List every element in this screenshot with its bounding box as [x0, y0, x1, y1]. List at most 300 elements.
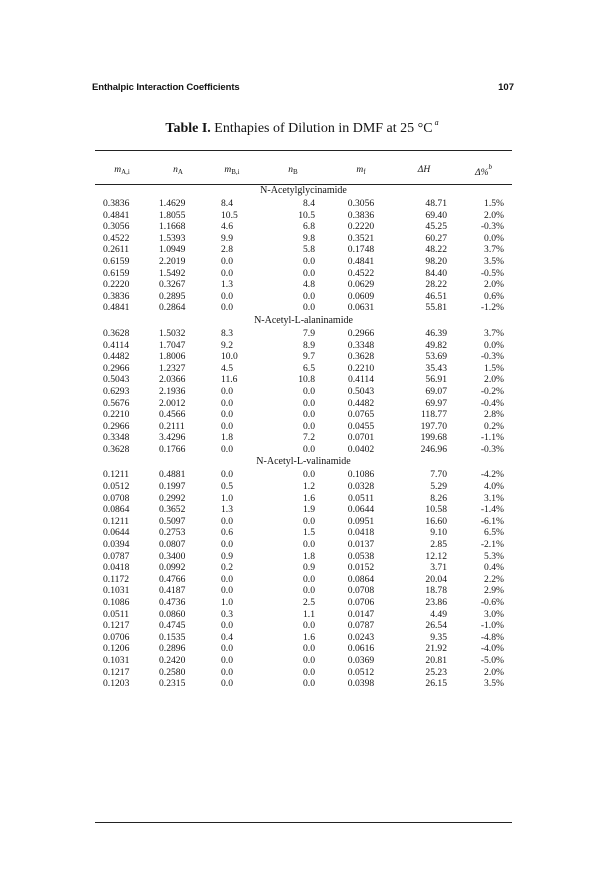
- table-cell: 2.0%: [484, 279, 504, 291]
- column-header-subscript: B: [293, 167, 298, 176]
- table-cell: 0.0631: [347, 302, 375, 314]
- column-header-symbol: n: [288, 164, 294, 175]
- table-cell: 1.8: [303, 550, 315, 562]
- table-cell: 0.2210: [103, 409, 130, 421]
- table-cell: 26.54: [425, 620, 447, 632]
- table-cell: 0.3836: [347, 209, 375, 221]
- table-cell: 0.4114: [347, 374, 375, 386]
- table-cell: 1.8055: [159, 209, 186, 221]
- table-cell: 0.0951: [347, 515, 375, 527]
- table-cell: 0.3056: [347, 198, 375, 209]
- table-cell: 1.5393: [159, 232, 186, 244]
- table-cell: 3.7%: [484, 327, 504, 339]
- table-row: [95, 678, 512, 690]
- table-cell: 0.5097: [159, 515, 186, 527]
- table-cell: 0.0243: [347, 631, 375, 643]
- table-row: [95, 655, 512, 667]
- table-cell: 0.0152: [347, 562, 375, 574]
- table-cell: -4.8%: [480, 631, 504, 643]
- table-cell: 0.4745: [159, 620, 186, 632]
- table-cell: 0.0: [303, 539, 315, 551]
- table-cell: 0.0137: [347, 539, 375, 551]
- page-number: 107: [498, 82, 514, 93]
- table-cell: 0.0644: [347, 504, 375, 516]
- table-cell: 199.68: [420, 432, 447, 444]
- table-caption-footnote-marker: a: [434, 118, 439, 127]
- table-cell: 1.8006: [159, 351, 186, 363]
- table-cell: 0.0: [303, 385, 315, 397]
- column-header-symbol: m: [114, 164, 122, 175]
- table-row: [95, 268, 512, 280]
- table-row: [95, 409, 512, 421]
- section-heading: N-Acetyl-L-valinamide: [256, 456, 351, 468]
- table-cell: 16.60: [425, 515, 447, 527]
- table-cell: 0.2420: [159, 654, 186, 666]
- table-row: [95, 198, 512, 210]
- table-cell: 0.1203: [103, 678, 130, 690]
- table-cell: 0.1172: [103, 573, 130, 585]
- table-cell: 60.27: [425, 232, 447, 244]
- column-header-subscript: A,i: [121, 167, 130, 176]
- table-cell: 0.3400: [159, 550, 186, 562]
- table-cell: 0.0: [303, 397, 315, 409]
- table-cell: 0.0706: [347, 597, 375, 608]
- table-cell: 2.8: [221, 244, 233, 256]
- table-cell: 0.4566: [159, 409, 186, 421]
- table-cell: 69.97: [425, 397, 447, 409]
- table-cell: 0.0701: [347, 432, 375, 444]
- table-cell: -1.2%: [480, 302, 504, 314]
- column-header-subscript: B,i: [231, 167, 240, 176]
- table-cell: 0.1535: [159, 631, 186, 643]
- table-cell: 0.0: [221, 385, 233, 397]
- table-cell: 2.0%: [484, 374, 504, 386]
- table-cell: 0.0%: [484, 339, 504, 351]
- table-cell: 69.07: [425, 385, 447, 397]
- table-cell: 0.1031: [103, 654, 130, 666]
- table-row: [95, 398, 512, 410]
- table-cell: -0.3%: [480, 221, 504, 233]
- table-cell: 0.1748: [347, 244, 375, 256]
- table-cell: 0.5043: [103, 374, 130, 386]
- table-row: [95, 643, 512, 655]
- table-cell: 0.0: [303, 654, 315, 666]
- table-row: [95, 386, 512, 398]
- table-cell: 0.1211: [103, 515, 130, 527]
- table-row: [95, 597, 512, 609]
- table-cell: 0.0: [221, 654, 233, 666]
- table-cell: 0.4482: [103, 351, 130, 363]
- table-cell: 0.0: [303, 443, 315, 455]
- table-cell: 0.3836: [103, 198, 130, 209]
- table-cell: 6.8: [303, 221, 315, 233]
- table-row: [95, 210, 512, 222]
- table-cell: 0.1211: [103, 469, 130, 481]
- table-cell: 0.0860: [159, 608, 186, 620]
- table-cell: 0.0: [221, 397, 233, 409]
- table-cell: -0.2%: [480, 385, 504, 397]
- table-row: [95, 620, 512, 632]
- table-cell: 56.91: [425, 374, 447, 386]
- table-cell: 0.0609: [347, 290, 375, 302]
- table-cell: 10.58: [425, 504, 447, 516]
- table-cell: 0.0328: [347, 481, 375, 493]
- table-row: [95, 667, 512, 679]
- table-cell: 69.40: [425, 209, 447, 221]
- table-cell: 0.9: [221, 550, 233, 562]
- table-cell: 9.2: [221, 339, 233, 351]
- dilution-enthalpy-table: [95, 156, 512, 690]
- table-cell: 1.0: [221, 597, 233, 608]
- table-cell: 1.1: [303, 608, 315, 620]
- table-cell: 0.0394: [103, 539, 130, 551]
- table-row: [95, 328, 512, 340]
- column-header: [257, 156, 329, 184]
- table-cell: 0.0: [303, 515, 315, 527]
- running-head: [92, 82, 514, 96]
- table-cell: 21.92: [425, 643, 447, 655]
- table-cell: 0.6159: [103, 267, 130, 279]
- table-cell: 0.4%: [484, 562, 504, 574]
- table-cell: 2.2%: [484, 573, 504, 585]
- table-cell: 0.2611: [103, 244, 130, 256]
- table-cell: 84.40: [425, 267, 447, 279]
- table-cell: 0.2: [221, 562, 233, 574]
- table-row: [95, 351, 512, 363]
- table-row: [95, 233, 512, 245]
- table-cell: 3.1%: [484, 492, 504, 504]
- table-cell: 0.0: [221, 515, 233, 527]
- table-cell: 9.9: [221, 232, 233, 244]
- table-cell: 0.0538: [347, 550, 375, 562]
- table-cell: 0.4187: [159, 585, 186, 597]
- table-cell: 0.3056: [103, 221, 130, 233]
- table-cell: 0.0: [303, 678, 315, 690]
- table-cell: 0.4881: [159, 469, 186, 481]
- table-cell: -1.1%: [480, 432, 504, 444]
- table-cell: 0.4: [221, 631, 233, 643]
- table-cell: 0.0992: [159, 562, 186, 574]
- table-cell: 35.43: [425, 362, 447, 374]
- table-cell: 2.2019: [159, 255, 186, 267]
- table-row: [95, 291, 512, 303]
- table-cell: 0.4522: [103, 232, 130, 244]
- table-cell: 26.15: [425, 678, 447, 690]
- table-cell: 1.3: [221, 279, 233, 291]
- table-cell: 0.0: [303, 643, 315, 655]
- table-cell: 98.20: [425, 255, 447, 267]
- table-cell: 46.39: [425, 327, 447, 339]
- table-cell: 10.8: [298, 374, 315, 386]
- section-heading-row: [95, 184, 512, 198]
- table-cell: 2.9%: [484, 585, 504, 597]
- table-cell: -4.2%: [480, 469, 504, 481]
- table-cell: 0.1206: [103, 643, 130, 655]
- table-cell: 25.23: [425, 666, 447, 678]
- table-cell: 0.0: [221, 267, 233, 279]
- table-cell: 55.81: [425, 302, 447, 314]
- table-cell: 5.3%: [484, 550, 504, 562]
- table-cell: 8.3: [221, 327, 233, 339]
- table-cell: 2.0012: [159, 397, 186, 409]
- table-cell: 0.0: [221, 678, 233, 690]
- table-cell: 0.0644: [103, 527, 130, 539]
- table-cell: 18.78: [425, 585, 447, 597]
- column-header: [207, 156, 257, 184]
- column-header-footnote-marker: b: [488, 162, 492, 171]
- table-cell: 23.86: [425, 597, 447, 608]
- table-cell: 0.0: [303, 666, 315, 678]
- table-cell: 0.3652: [159, 504, 186, 516]
- table-cell: 0.6: [221, 527, 233, 539]
- table-row: [95, 363, 512, 375]
- table-cell: 0.0: [303, 620, 315, 632]
- table-row: [95, 609, 512, 621]
- table-cell: 0.0: [221, 666, 233, 678]
- table-caption-label: Table I.: [165, 121, 211, 136]
- table-row: [95, 221, 512, 233]
- table-cell: 0.0418: [103, 562, 130, 574]
- table-caption-text: Enthapies of Dilution in DMF at 25 °C: [214, 121, 433, 136]
- table-cell: 0.2992: [159, 492, 186, 504]
- table-row: [95, 374, 512, 386]
- table-cell: 0.5043: [347, 385, 375, 397]
- table-cell: 0.2753: [159, 527, 186, 539]
- column-header-subscript: A: [177, 167, 183, 176]
- table-cell: 0.0: [221, 443, 233, 455]
- table-row: [95, 340, 512, 352]
- table-cell: -0.5%: [480, 267, 504, 279]
- column-header-subscript: f: [363, 167, 366, 176]
- table-cell: 20.04: [425, 573, 447, 585]
- table-cell: 0.2966: [103, 362, 130, 374]
- table-row: [95, 574, 512, 586]
- table-cell: 8.26: [430, 492, 447, 504]
- column-header: [329, 156, 393, 184]
- table-cell: 0.0: [303, 409, 315, 421]
- table-cell: 2.0366: [159, 374, 186, 386]
- table-cell: 0.4114: [103, 339, 130, 351]
- table-cell: 0.5676: [103, 397, 130, 409]
- table-cell: -1.4%: [480, 504, 504, 516]
- table-cell: 0.0765: [347, 409, 375, 421]
- table-cell: 0.0787: [103, 550, 130, 562]
- table-cell: 0.3628: [103, 327, 130, 339]
- table-cell: 0.0807: [159, 539, 186, 551]
- table-cell: 48.22: [425, 244, 447, 256]
- table-cell: 0.0616: [347, 643, 375, 655]
- column-header: [455, 156, 512, 184]
- table-cell: 5.29: [430, 481, 447, 493]
- table-cell: -0.6%: [480, 597, 504, 608]
- table-cell: 0.0: [221, 573, 233, 585]
- column-header-symbol: m: [224, 164, 232, 175]
- table-cell: 0.4766: [159, 573, 186, 585]
- table-cell: 8.4: [221, 198, 233, 209]
- table-cell: 0.0511: [103, 608, 130, 620]
- table-cell: 7.70: [430, 469, 447, 481]
- table-row: [95, 256, 512, 268]
- table-cell: 0.0511: [347, 492, 375, 504]
- table-cell: 1.5%: [484, 362, 504, 374]
- table-cell: 0.6%: [484, 290, 504, 302]
- table-cell: 0.2315: [159, 678, 186, 690]
- table-cell: 0.2210: [347, 362, 375, 374]
- table-cell: 0.1217: [103, 666, 130, 678]
- table-cell: 0.0369: [347, 654, 375, 666]
- table-cell: 0.4841: [347, 255, 375, 267]
- table-cell: 0.3348: [347, 339, 375, 351]
- table-cell: 7.2: [303, 432, 315, 444]
- running-head-title: Enthalpic Interaction Coefficients: [92, 82, 240, 93]
- table-cell: 0.9: [303, 562, 315, 574]
- table-cell: 0.3628: [103, 443, 130, 455]
- table-cell: 2.85: [430, 539, 447, 551]
- table-cell: 10.0: [221, 351, 238, 363]
- table-body: [95, 184, 512, 690]
- table-cell: 8.9: [303, 339, 315, 351]
- table-cell: 5.8: [303, 244, 315, 256]
- table-cell: 0.0402: [347, 443, 375, 455]
- section-heading-row: [95, 314, 512, 328]
- table-cell: 4.0%: [484, 481, 504, 493]
- table-row: [95, 504, 512, 516]
- table-cell: 0.2966: [347, 327, 375, 339]
- table-cell: 10.5: [298, 209, 315, 221]
- table-cell: -6.1%: [480, 515, 504, 527]
- table-cell: 0.4522: [347, 267, 375, 279]
- table-cell: 0.1766: [159, 443, 186, 455]
- table-row: [95, 551, 512, 563]
- table-cell: 0.0708: [347, 585, 375, 597]
- table-cell: 0.0: [303, 585, 315, 597]
- table-cell: 1.8: [221, 432, 233, 444]
- table-cell: -0.3%: [480, 351, 504, 363]
- table-row: [95, 562, 512, 574]
- table-cell: 1.1668: [159, 221, 186, 233]
- table-cell: 0.0: [221, 643, 233, 655]
- table-cell: 0.1031: [103, 585, 130, 597]
- table-header-row: [95, 156, 512, 184]
- table-cell: 118.77: [420, 409, 447, 421]
- table-cell: 0.3628: [347, 351, 375, 363]
- table-cell: -0.3%: [480, 443, 504, 455]
- table-cell: 0.4841: [103, 209, 130, 221]
- table-bottom-rule: [95, 822, 512, 823]
- table-cell: 0.2%: [484, 420, 504, 432]
- table-cell: 1.3: [221, 504, 233, 516]
- table-cell: 0.0: [221, 302, 233, 314]
- section-heading-row: [95, 455, 512, 469]
- section-heading: N-Acetylglycinamide: [260, 185, 347, 196]
- table-cell: 0.2864: [159, 302, 186, 314]
- table-cell: 53.69: [425, 351, 447, 363]
- table-row: [95, 302, 512, 314]
- table-cell: 0.2580: [159, 666, 186, 678]
- column-header: [393, 156, 455, 184]
- table-cell: 4.49: [430, 608, 447, 620]
- table-cell: 197.70: [420, 420, 447, 432]
- table-cell: 0.2966: [103, 420, 130, 432]
- table-cell: 20.81: [425, 654, 447, 666]
- table-cell: 11.6: [221, 374, 238, 386]
- table-cell: 0.0: [303, 420, 315, 432]
- table-cell: 0.2895: [159, 290, 186, 302]
- table-cell: 0.2111: [159, 420, 185, 432]
- table-cell: 10.5: [221, 209, 238, 221]
- table-cell: 6.5: [303, 362, 315, 374]
- table-cell: 0.0418: [347, 527, 375, 539]
- table-cell: 0.0864: [347, 573, 375, 585]
- table-cell: 1.5492: [159, 267, 186, 279]
- table-row: [95, 444, 512, 456]
- table-cell: 0.6293: [103, 385, 130, 397]
- table-cell: 0.0629: [347, 279, 375, 291]
- table-row: [95, 539, 512, 551]
- table-row: [95, 527, 512, 539]
- table-cell: 0.0398: [347, 678, 375, 690]
- table-cell: 3.7%: [484, 244, 504, 256]
- table-cell: 1.9: [303, 504, 315, 516]
- table-cell: -1.0%: [480, 620, 504, 632]
- table-cell: 3.5%: [484, 255, 504, 267]
- table-cell: 0.0147: [347, 608, 375, 620]
- table-cell: 28.22: [425, 279, 447, 291]
- table-cell: 0.5: [221, 481, 233, 493]
- table-cell: 12.12: [425, 550, 447, 562]
- table-cell: -0.4%: [480, 397, 504, 409]
- table-row: [95, 279, 512, 291]
- table-cell: 9.7: [303, 351, 315, 363]
- table-row: [95, 432, 512, 444]
- table-row: [95, 516, 512, 528]
- table-cell: 8.4: [303, 198, 315, 209]
- table-cell: 1.6: [303, 492, 315, 504]
- table-cell: 0.0: [221, 620, 233, 632]
- table-cell: 1.0949: [159, 244, 186, 256]
- table-cell: 3.71: [430, 562, 447, 574]
- table-row: [95, 632, 512, 644]
- table-cell: 48.71: [425, 198, 447, 209]
- table-cell: 1.7047: [159, 339, 186, 351]
- table-cell: 0.1086: [347, 469, 375, 481]
- table-cell: 0.0%: [484, 232, 504, 244]
- table-cell: 0.3836: [103, 290, 130, 302]
- table-cell: 0.0: [303, 469, 315, 481]
- table-cell: 0.3: [221, 608, 233, 620]
- table-cell: 0.1086: [103, 597, 130, 608]
- table-cell: 45.25: [425, 221, 447, 233]
- table-cell: 9.10: [430, 527, 447, 539]
- table-cell: 9.35: [430, 631, 447, 643]
- table-cell: 0.0: [221, 409, 233, 421]
- table-cell: 7.9: [303, 327, 315, 339]
- table-row: [95, 493, 512, 505]
- table-cell: 1.2: [303, 481, 315, 493]
- table-cell: 0.0: [303, 267, 315, 279]
- table-cell: 0.0: [303, 302, 315, 314]
- table-cell: 0.1997: [159, 481, 186, 493]
- table-cell: 4.8: [303, 279, 315, 291]
- table-row: [95, 481, 512, 493]
- table-cell: 0.4482: [347, 397, 375, 409]
- table-row: [95, 421, 512, 433]
- table-cell: 2.8%: [484, 409, 504, 421]
- table-cell: 0.0708: [103, 492, 130, 504]
- table-cell: 0.0512: [103, 481, 130, 493]
- column-header-symbol: n: [173, 164, 178, 175]
- table-cell: 0.3521: [347, 232, 375, 244]
